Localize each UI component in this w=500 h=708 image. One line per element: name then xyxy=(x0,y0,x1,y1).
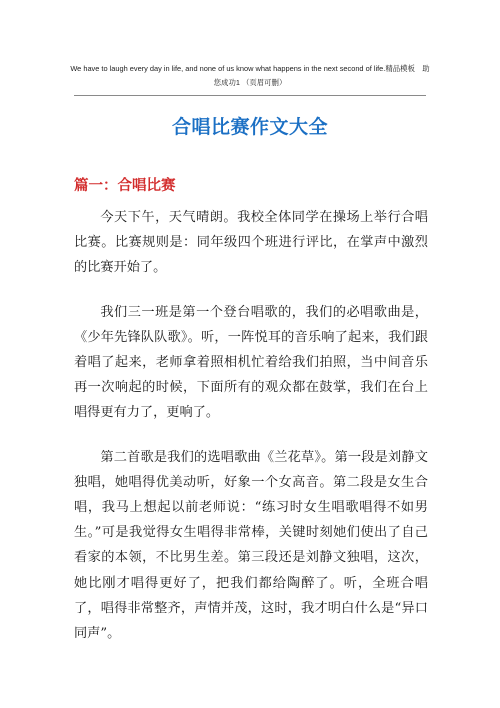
document-title: 合唱比赛作文大全 xyxy=(171,116,328,138)
header-line-2: 您成功1 （页眉可删） xyxy=(213,78,287,87)
header-line-1: We have to laugh every day in life, and none of us know what happens in the next second of life.精品模板 助 xyxy=(70,64,430,73)
paragraph-1: 今天下午，天气晴朗。我校全体同学在操场上举行合唱比赛。比赛规则是：同年级四个班进行评比，在掌声中激烈的比赛开始了。 xyxy=(74,210,428,276)
header-divider xyxy=(74,95,426,96)
section-heading: 篇一：合唱比赛 xyxy=(74,177,176,194)
paragraph-3: 第二首歌是我们的选唱歌曲《兰花草》。第一段是刘静文独唱，她唱得优美动听，好象一个女高音。第二段是女生合唱，我马上想起以前老师说：“练习时女生唱歌唱得不如男生。”可是我觉得女生唱得非常棒，关键时刻她们使出了自己看家的本领，不比男生差。第三段还是刘静文独唱，这次，她比刚才唱得更好了，把我们都给陶醉了。听，全班合唱了，唱得非常整齐，声情并茂，这时，我才明白什么是“异口同声”。 xyxy=(74,449,428,642)
document-body xyxy=(74,205,428,665)
page-header xyxy=(60,62,440,90)
paragraph-2: 我们三一班是第一个登台唱歌的，我们的必唱歌曲是，《少年先锋队队歌》。听，一阵悦耳的音乐响了起来，我们跟着唱了起来，老师拿着照相机忙着给我们拍照，当中间音乐再一次响起的时候，下面所有的观众都在鼓掌，我们在台上唱得更有力了，更响了。 xyxy=(74,304,428,421)
